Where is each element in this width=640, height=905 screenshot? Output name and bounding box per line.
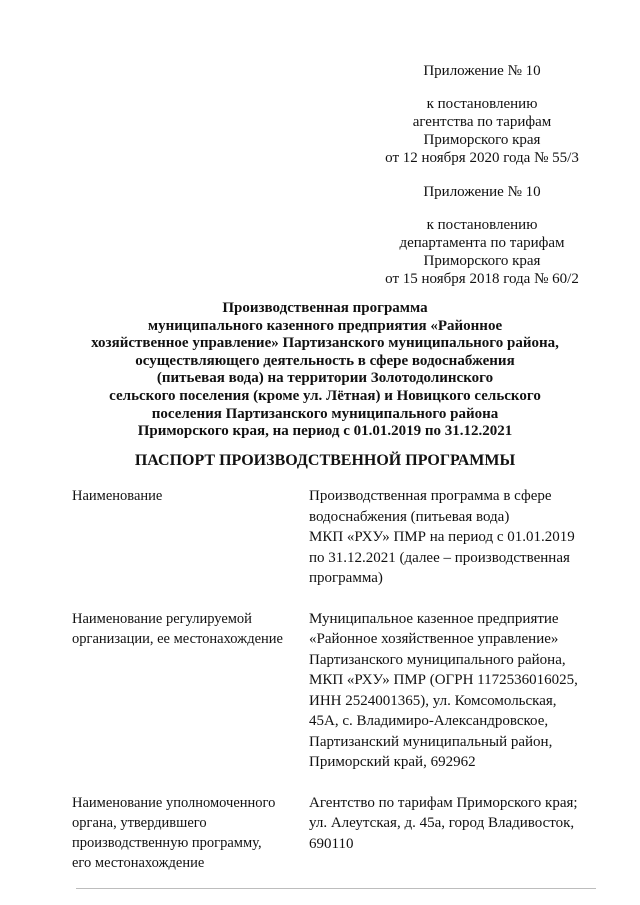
passport-row-value	[309, 793, 592, 873]
passport-heading: ПАСПОРТ ПРОИЗВОДСТВЕННОЙ ПРОГРАММЫ	[134, 452, 516, 469]
passport-row	[72, 793, 592, 873]
passport-row-value	[309, 486, 592, 589]
annex-block-previous	[382, 183, 582, 288]
value-line: «Районное хозяйственное управление»	[309, 631, 559, 647]
annex-line: от 15 ноября 2018 года № 60/2	[385, 271, 579, 287]
value-line: ул. Алеутская, д. 45а, город Владивосток,	[309, 815, 575, 831]
value-line: Муниципальное казенное предприятие	[309, 610, 559, 627]
value-line: МКП «РХУ» ПМР (ОГРН 1172536016025,	[309, 672, 578, 688]
annex-line: к постановлению	[426, 96, 538, 112]
value-line: ИНН 2524001365), ул. Комсомольская,	[309, 692, 557, 709]
title-line: поселения Партизанского муниципального района	[151, 405, 499, 422]
value-line: Агентство по тарифам Приморского края;	[309, 794, 578, 811]
value-line: 690110	[309, 835, 354, 852]
passport-row-label	[72, 486, 309, 589]
title-line: осуществляющего деятельность в сфере водоснабжения	[135, 352, 515, 369]
value-line: Партизанский муниципальный район,	[309, 733, 553, 750]
value-line: 45А, с. Владимиро-Александровское,	[309, 713, 549, 729]
value-line: Производственная программа в сфере	[309, 488, 552, 504]
passport-row	[72, 609, 592, 773]
title-line: муниципального казенного предприятия «Районное	[147, 317, 503, 334]
annex-line: Приморского края	[423, 253, 541, 269]
value-line: Партизанского муниципального района,	[309, 651, 566, 668]
annex-line: Приморского края	[423, 132, 541, 148]
passport-row-label	[72, 793, 309, 873]
label-line: Наименование	[72, 488, 163, 504]
label-line: Наименование регулируемой	[72, 610, 252, 627]
annex-line: от 12 ноября 2020 года № 55/3	[385, 150, 579, 166]
label-line: организации, ее местонахождение	[72, 630, 283, 647]
value-line: программа)	[309, 570, 383, 586]
program-title	[60, 300, 590, 441]
annex-number: Приложение № 10	[423, 63, 541, 79]
passport-row-label	[72, 609, 309, 773]
passport-row	[72, 486, 592, 589]
passport-table	[72, 486, 592, 893]
passport-row-value	[309, 609, 592, 773]
value-line: по 31.12.2021 (далее – производственная	[309, 549, 570, 566]
title-line: хозяйственное управление» Партизанского муниципального района,	[91, 335, 559, 352]
value-line: водоснабжения (питьевая вода)	[309, 508, 510, 525]
label-line: Наименование уполномоченного	[72, 794, 276, 811]
scan-edge-line	[76, 888, 596, 889]
annex-block-current	[382, 62, 582, 167]
annex-line: к постановлению	[426, 217, 538, 233]
title-line: Приморского края, на период с 01.01.2019 по 31.12.2021	[137, 423, 513, 440]
annex-line: агентства по тарифам	[412, 114, 552, 130]
label-line: его местонахождение	[72, 854, 205, 871]
annex-line: департамента по тарифам	[399, 235, 565, 251]
title-line: Производственная программа	[222, 300, 428, 316]
annex-number: Приложение № 10	[423, 184, 541, 200]
value-line: МКП «РХУ» ПМР на период с 01.01.2019	[309, 529, 575, 545]
label-line: производственную программу,	[72, 834, 262, 851]
label-line: органа, утвердившего	[72, 814, 207, 831]
title-line: (питьевая вода) на территории Золотодолинского	[156, 370, 494, 387]
value-line: Приморский край, 692962	[309, 754, 476, 770]
title-line: сельского поселения (кроме ул. Лётная) и Новицкого сельского	[109, 387, 541, 404]
